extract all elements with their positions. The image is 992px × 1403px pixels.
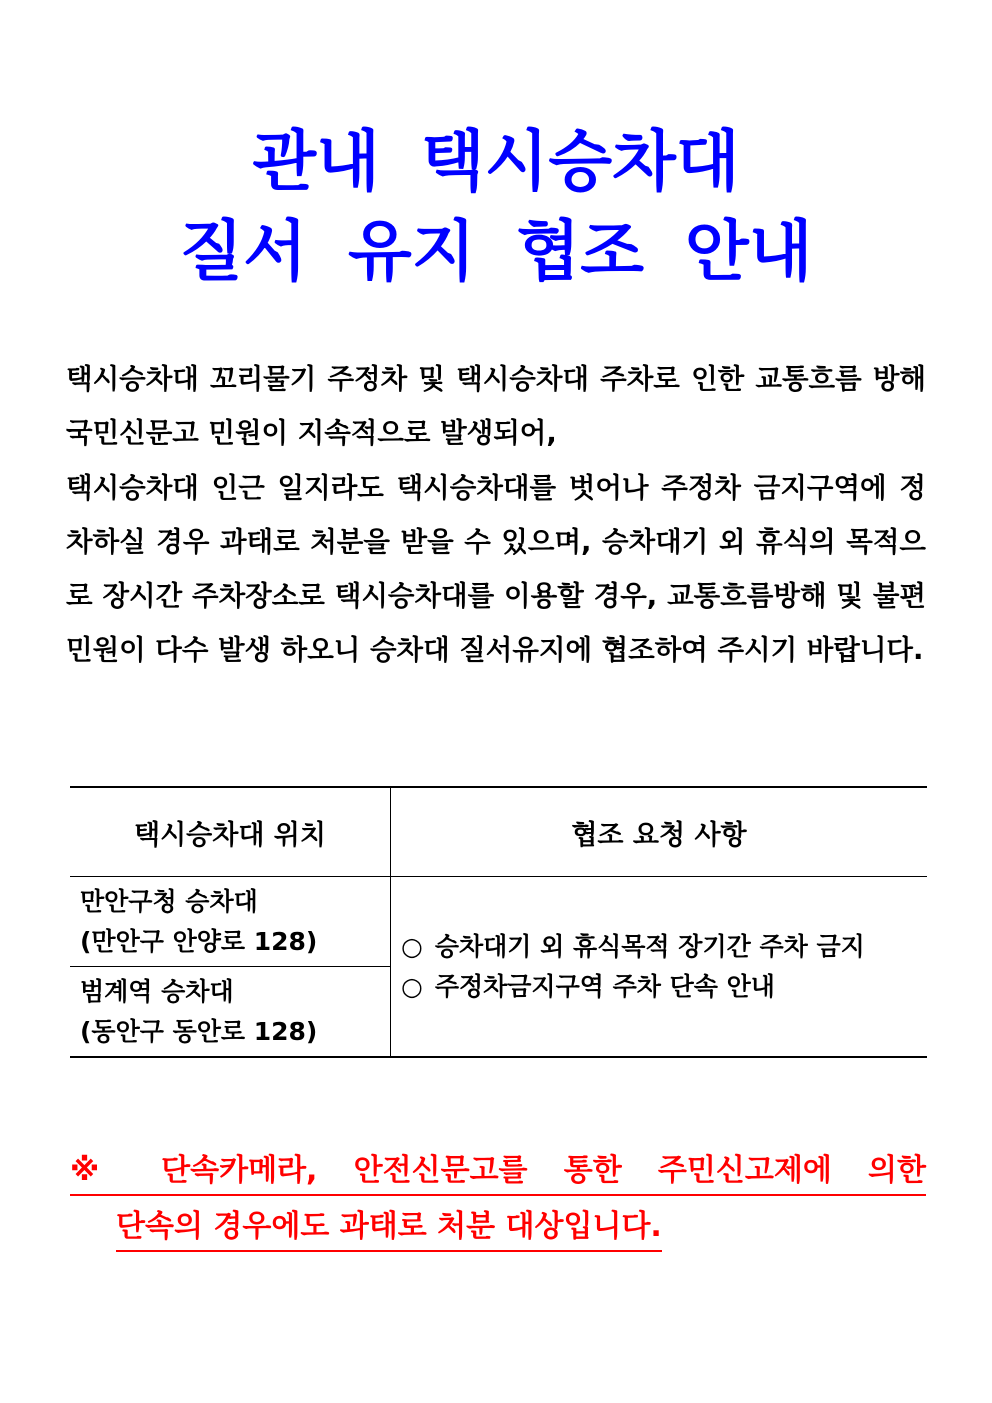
table-row [70,877,927,967]
location-address: (만안구 안양로 128) [80,926,318,956]
cooperation-table [70,786,927,1058]
location-cell [70,967,391,1058]
circle-bullet-icon: ○ [401,931,423,961]
body-paragraph-2: 택시승차대 인근 일지라도 택시승차대를 벗어나 주정차 금지구역에 정차하실 경우 과태로 처분을 받을 수 있으며, 승차대기 외 휴식의 목적으로 장시간 주차장소로 택시승차대를 이용할 경우, 교통흐름방해 및 불편민원이 다수 발생 하오니 승차대 질서유지에 협조하여 주시기 바랍니다. [66,471,926,667]
notice-line-1: ※ 단속카메라, 안전신문고를 통한 주민신고제에 의한 [70,1148,926,1196]
body-paragraph-1: 택시승차대 꼬리물기 주정차 및 택시승차대 주차로 인한 교통흐름 방해 국민신문고 민원이 지속적으로 발생되어, [66,363,926,450]
location-address: (동안구 동안로 128) [80,1016,318,1046]
request-item [401,967,927,1007]
header-location: 택시승차대 위치 [70,787,391,877]
circle-bullet-icon: ○ [401,971,423,1001]
location-name: 만안구청 승차대 [80,886,258,916]
location-cell [70,877,391,967]
table-header-row [70,787,927,877]
header-request: 협조 요청 사항 [391,787,928,877]
location-name: 범계역 승차대 [80,976,234,1006]
notice-line-2: 단속의 경우에도 과태로 처분 대상입니다. [116,1204,662,1252]
request-cell [391,877,928,1058]
body-text [66,352,926,678]
notice [70,1148,930,1252]
request-item [401,927,927,967]
request-text: 승차대기 외 휴식목적 장기간 주차 금지 [434,931,865,961]
request-text: 주정차금지구역 주차 단속 안내 [434,971,775,1001]
document-title-line-2: 질서 유지 협조 안내 [179,213,813,290]
document-title-line-1: 관내 택시승차대 [252,123,740,200]
